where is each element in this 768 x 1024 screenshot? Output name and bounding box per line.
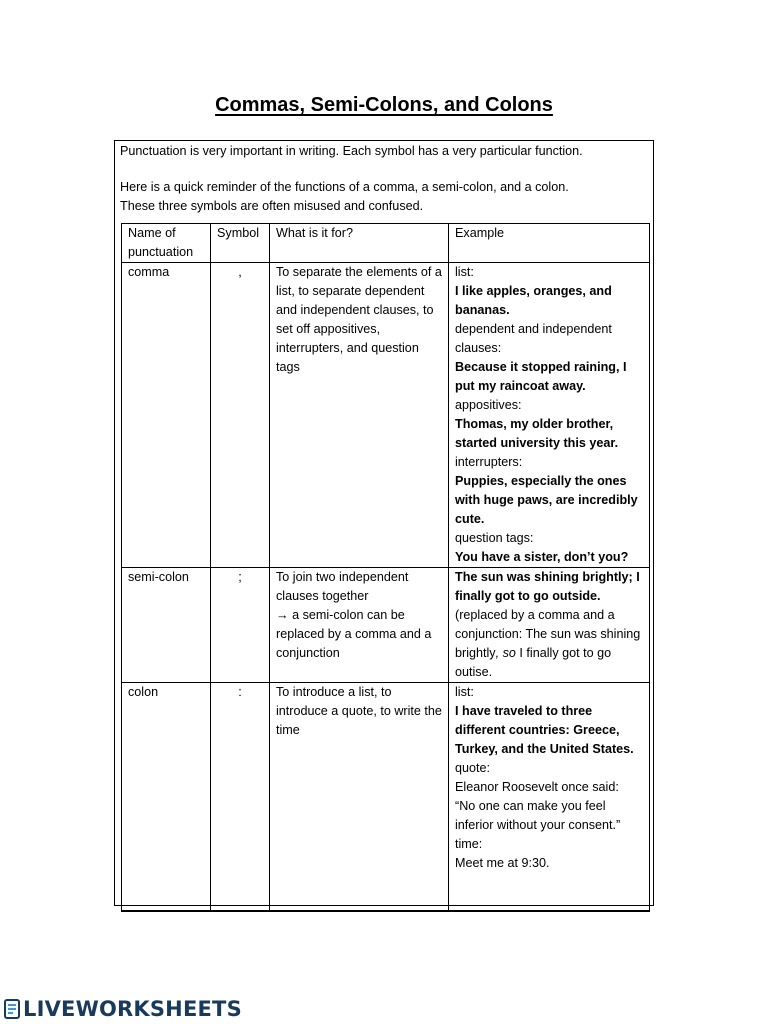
row-colon-example <box>449 683 650 911</box>
row-comma-example <box>449 263 650 568</box>
example-sentence: Puppies, especially the ones with huge paws, are incredibly cute. <box>455 474 638 526</box>
row-comma-name: comma <box>122 263 211 568</box>
example-sentence: Because it stopped raining, I put my raincoat away. <box>455 360 627 393</box>
content-box <box>114 140 654 906</box>
example-sentence: You have a sister, don’t you? <box>455 550 629 564</box>
row-comma-purpose: To separate the elements of a list, to separate dependent and independent clauses, to set off appositives, interrupters, and question tags <box>270 263 449 568</box>
header-name-line1: Name of <box>128 226 176 240</box>
page-title: Commas, Semi-Colons, and Colons <box>215 94 553 116</box>
example-sentence: I like apples, oranges, and bananas. <box>455 284 612 317</box>
example-label: list: <box>455 265 474 279</box>
table-row <box>122 568 650 683</box>
intro-line-1: Punctuation is very important in writing. Each symbol has a very particular function. <box>120 144 583 158</box>
punctuation-table <box>121 223 650 912</box>
example-sentence: Meet me at 9:30. <box>455 856 550 870</box>
example-note-part: I finally got to go outise. <box>455 646 612 679</box>
example-label: list: <box>455 685 474 699</box>
row-semicolon-name: semi-colon <box>122 568 211 683</box>
row-comma-symbol: , <box>211 263 270 568</box>
example-label: interrupters: <box>455 455 523 469</box>
header-purpose: What is it for? <box>270 224 449 263</box>
table-header-row <box>122 224 650 263</box>
row-semicolon-purpose <box>270 568 449 683</box>
intro-text <box>120 141 648 216</box>
row-semicolon-example <box>449 568 650 683</box>
example-quote: “No one can make you feel inferior without your consent.” <box>455 799 621 832</box>
example-note-part: (replaced by a comma and a conjunction: The sun was shining brightly <box>455 608 641 660</box>
liveworksheets-logo-icon <box>4 999 20 1019</box>
header-symbol: Symbol <box>211 224 270 263</box>
intro-line-3: These three symbols are often misused and confused. <box>120 199 424 213</box>
table-row <box>122 263 650 568</box>
example-label: quote: <box>455 761 491 775</box>
table-row <box>122 683 650 911</box>
purpose-note: → a semi-colon can be replaced by a comma and a conjunction <box>276 608 432 660</box>
example-sentence: Eleanor Roosevelt once said: <box>455 780 619 794</box>
example-label: appositives: <box>455 398 522 412</box>
header-name-line2: punctuation <box>128 245 194 259</box>
example-note <box>455 606 643 682</box>
example-note-emphasis: , so <box>495 646 516 660</box>
intro-line-2: Here is a quick reminder of the functions of a comma, a semi-colon, and a colon. <box>120 180 569 194</box>
example-label: dependent and independent clauses: <box>455 322 612 355</box>
example-sentence: Thomas, my older brother, started university this year. <box>455 417 619 450</box>
example-sentence: The sun was shining brightly; I finally got to go outside. <box>455 570 640 603</box>
footer-brand-text: LIVEWORKSHEETS <box>23 997 242 1021</box>
row-colon-symbol: : <box>211 683 270 911</box>
footer-brand[interactable] <box>4 998 242 1020</box>
row-colon-purpose: To introduce a list, to introduce a quote, to write the time <box>270 683 449 911</box>
header-example: Example <box>449 224 650 263</box>
row-colon-name: colon <box>122 683 211 911</box>
example-label: time: <box>455 837 483 851</box>
example-sentence: I have traveled to three different countries: Greece, Turkey, and the United States. <box>455 704 634 756</box>
example-label: question tags: <box>455 531 534 545</box>
row-semicolon-symbol: ; <box>211 568 270 683</box>
header-name <box>122 224 211 263</box>
purpose-text: To join two independent clauses together <box>276 570 409 603</box>
